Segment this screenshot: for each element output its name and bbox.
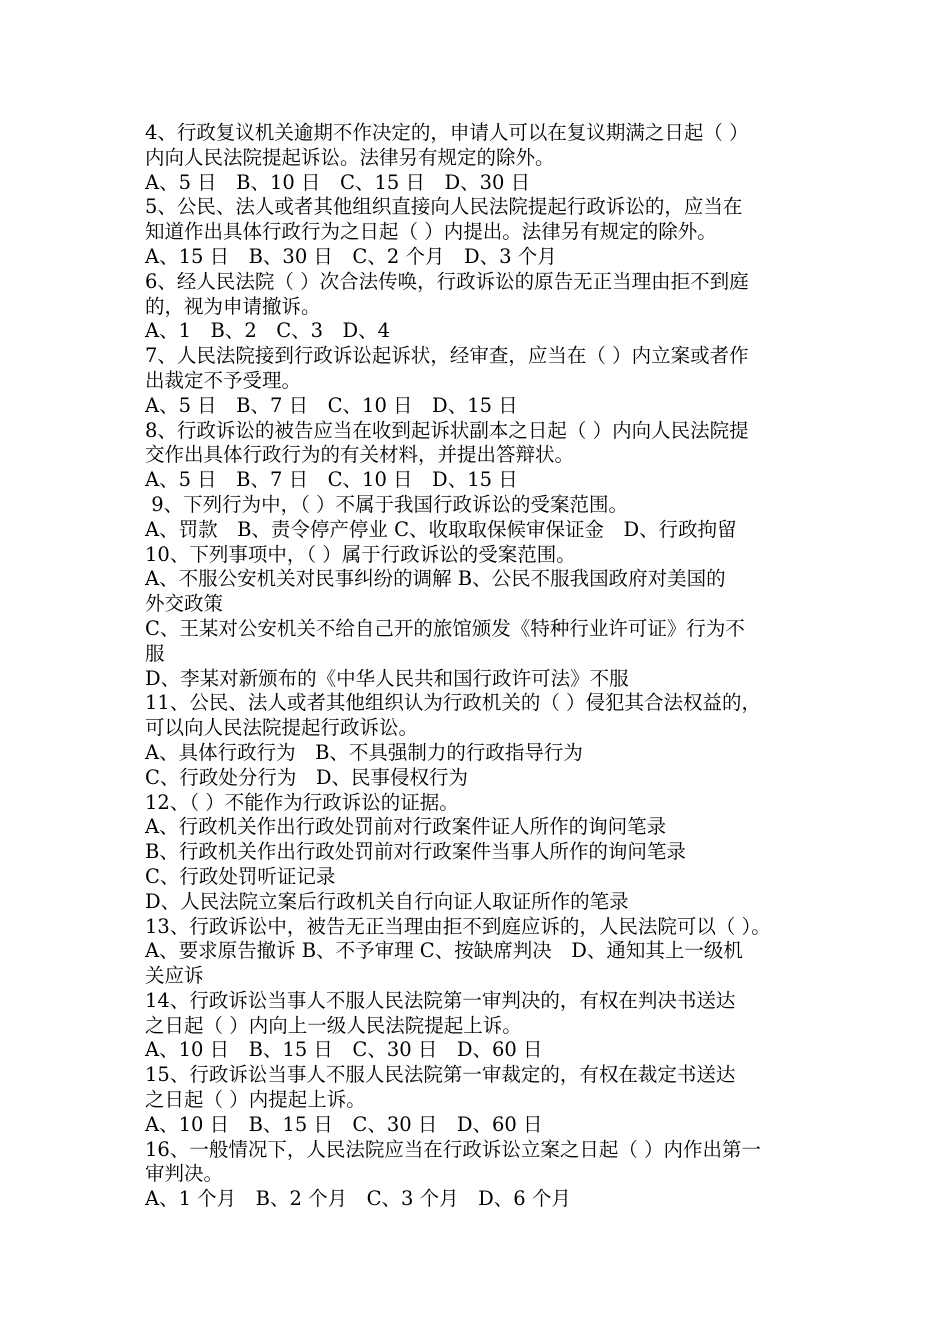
text-line: 知道作出具体行政行为之日起（ ）内提出。法律另有规定的除外。 — [145, 220, 717, 244]
text-line: A、罚款 B、责令停产停业 C、收取取保候审保证金 D、行政拘留 — [145, 517, 737, 541]
text-line: 13、行政诉讼中，被告无正当理由拒不到庭应诉的，人民法院可以（ ）。 — [145, 914, 771, 938]
text-line: 8、行政诉讼的被告应当在收到起诉状副本之日起（ ）内向人民法院提 — [145, 418, 749, 442]
text-line: A、具体行政行为 B、不具强制力的行政指导行为 — [145, 740, 583, 764]
text-line: 11、公民、法人或者其他组织认为行政机关的（ ）侵犯其合法权益的， — [145, 691, 762, 715]
text-line: A、1 个月 B、2 个月 C、3 个月 D、6 个月 — [145, 1187, 571, 1211]
text-line: A、5 日 B、7 日 C、10 日 D、15 日 — [145, 468, 518, 492]
text-line: 外交政策 — [145, 592, 224, 616]
text-line: A、10 日 B、15 日 C、30 日 D、60 日 — [145, 1038, 543, 1062]
text-line: C、行政处罚听证记录 — [145, 864, 336, 888]
question-list — [145, 121, 825, 1212]
text-line: 之日起（ ）内向上一级人民法院提起上诉。 — [145, 1013, 522, 1037]
text-line: 6、经人民法院（ ）次合法传唤，行政诉讼的原告无正当理由拒不到庭 — [145, 269, 749, 293]
text-line: 5、公民、法人或者其他组织直接向人民法院提起行政诉讼的，应当在 — [145, 195, 743, 219]
text-line: 16、一般情况下，人民法院应当在行政诉讼立案之日起（ ）内作出第一 — [145, 1137, 762, 1161]
text-line: A、10 日 B、15 日 C、30 日 D、60 日 — [145, 1112, 543, 1136]
text-line: 可以向人民法院提起行政诉讼。 — [145, 716, 419, 740]
text-line: 关应诉 — [145, 964, 204, 988]
text-line: 服 — [145, 641, 165, 665]
text-line: 10、下列事项中，（ ）属于行政诉讼的受案范围。 — [145, 542, 576, 566]
text-line: 出裁定不予受理。 — [145, 368, 302, 392]
text-line: 9、下列行为中，（ ）不属于我国行政诉讼的受案范围。 — [145, 492, 629, 516]
text-line: C、王某对公安机关不给自己开的旅馆颁发《特种行业许可证》行为不 — [145, 616, 745, 640]
text-line: 15、行政诉讼当事人不服人民法院第一审裁定的，有权在裁定书送达 — [145, 1063, 736, 1087]
text-line: D、人民法院立案后行政机关自行向证人取证所作的笔录 — [145, 889, 629, 913]
text-line: B、行政机关作出行政处罚前对行政案件当事人所作的询问笔录 — [145, 840, 686, 864]
text-line: 4、行政复议机关逾期不作决定的，申请人可以在复议期满之日起（ ） — [145, 121, 749, 144]
text-line: 14、行政诉讼当事人不服人民法院第一审判决的，有权在判决书送达 — [145, 988, 736, 1012]
text-line: A、5 日 B、7 日 C、10 日 D、15 日 — [145, 393, 518, 417]
text-line: 交作出具体行政行为的有关材料，并提出答辩状。 — [145, 443, 575, 467]
text-line: 内向人民法院提起诉讼。法律另有规定的除外。 — [145, 145, 555, 169]
text-line: D、李某对新颁布的《中华人民共和国行政许可法》不服 — [145, 666, 629, 690]
text-line: A、行政机关作出行政处罚前对行政案件证人所作的询问笔录 — [145, 815, 667, 839]
text-line: A、5 日 B、10 日 C、15 日 D、30 日 — [145, 170, 531, 194]
text-line: A、要求原告撤诉 B、不予审理 C、按缺席判决 D、通知其上一级机 — [145, 939, 743, 963]
text-line: A、15 日 B、30 日 C、2 个月 D、3 个月 — [145, 244, 557, 268]
text-line: C、行政处分行为 D、民事侵权行为 — [145, 765, 469, 789]
text-line: A、不服公安机关对民事纠纷的调解 B、公民不服我国政府对美国的 — [145, 567, 726, 591]
text-line: 之日起（ ）内提起上诉。 — [145, 1088, 366, 1112]
text-line: A、1 B、2 C、3 D、4 — [145, 319, 391, 343]
text-line: 的，视为申请撤诉。 — [145, 294, 321, 318]
text-line: 12、（ ）不能作为行政诉讼的证据。 — [145, 790, 459, 814]
text-line: 7、人民法院接到行政诉讼起诉状，经审查，应当在（ ）内立案或者作 — [145, 344, 749, 368]
text-line: 审判决。 — [145, 1162, 224, 1186]
